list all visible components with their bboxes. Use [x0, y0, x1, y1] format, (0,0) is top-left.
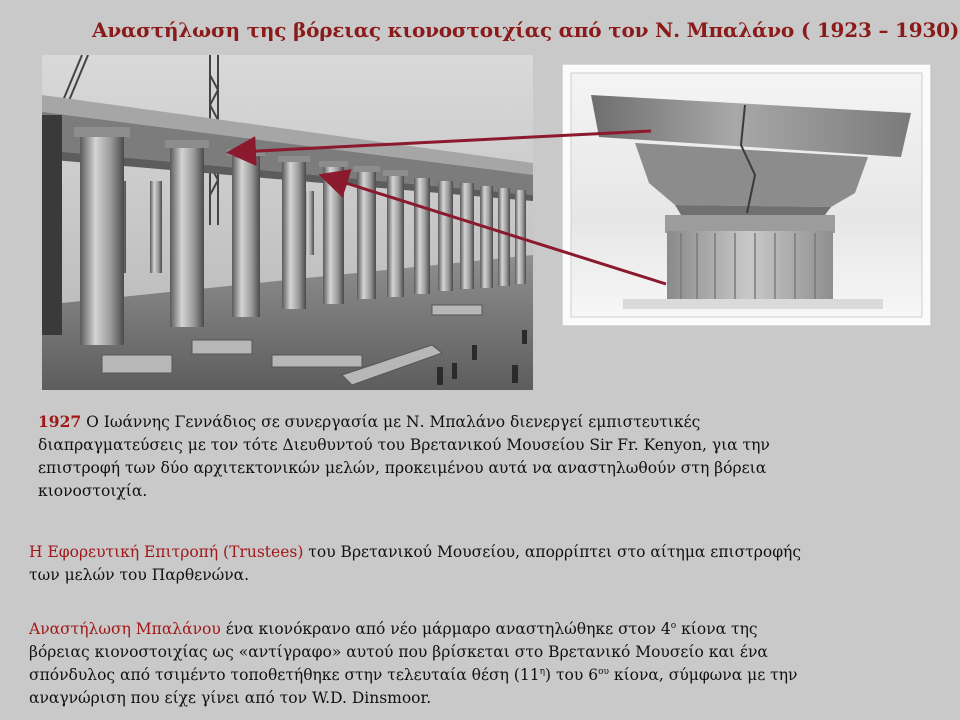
- paragraph-text: του Βρετανικού Μουσείου, απορρίπτει στο αίτημα επιστροφής: [303, 543, 802, 561]
- paragraph-line: αναγνώριση που είχε γίνει από τον W.D. Dinsmoor.: [29, 689, 432, 707]
- capital-photo-drawing: [563, 65, 930, 325]
- paragraph-1927: [38, 410, 918, 503]
- paragraph-text: ) του 6: [544, 666, 599, 684]
- paragraph-text: κίονα της: [676, 620, 758, 638]
- year-label: 1927: [38, 412, 82, 431]
- restoration-highlight: Αναστήλωση Μπαλάνου: [29, 620, 221, 638]
- paragraph-line: [29, 541, 944, 564]
- paragraph-line: κιονοστοιχία.: [38, 482, 148, 500]
- paragraph-text: Ο Ιωάννης Γεννάδιος σε συνεργασία με Ν. Μπαλάνο διενεργεί εμπιστευτικές: [81, 413, 701, 431]
- ordinal-superscript: η: [539, 666, 545, 677]
- paragraph-trustees: [29, 541, 944, 587]
- column-capital-fragment-photo: [563, 65, 930, 325]
- trustees-highlight: Η Εφορευτική Επιτροπή (Trustees): [29, 543, 304, 561]
- paragraph-text: κίονα, σύμφωνα με την: [608, 666, 798, 684]
- paragraph-line: διαπραγματεύσεις με τον τότε Διευθυντού του Βρετανικού Μουσείου Sir Fr. Kenyon, για την: [38, 436, 770, 454]
- column-drum: [667, 231, 833, 299]
- paragraph-line: βόρειας κιονοστοιχίας ως «αντίγραφο» αυτού που βρίσκεται στο Βρετανικό Μουσείο και ένα: [29, 643, 768, 661]
- slide-title: Αναστήλωση της βόρειας κιονοστοιχίας από τον Ν. Μπαλάνο ( 1923 – 1930): [92, 18, 960, 42]
- paragraph-line: [29, 618, 944, 641]
- paragraph-line: επιστροφή των δύο αρχιτεκτονικών μελών, προκειμένου αυτά να αναστηλωθούν στη βόρεια: [38, 459, 767, 477]
- paragraph-line: των μελών του Παρθενώνα.: [29, 566, 250, 584]
- paragraph-line: [29, 664, 944, 687]
- parthenon-photo-drawing: [42, 55, 533, 390]
- ordinal-superscript: ο: [670, 620, 677, 631]
- paragraph-text: σπόνδυλος από τσιμέντο τοποθετήθηκε στην τελευταία θέση (11: [29, 666, 540, 684]
- paragraph-line: [38, 410, 918, 434]
- ordinal-superscript: ου: [598, 666, 609, 677]
- paragraph-balanos-restoration: [29, 618, 944, 710]
- paragraph-text: ένα κιονόκρανο από νέο μάρμαρο αναστηλώθηκε στον 4: [220, 620, 671, 638]
- parthenon-north-colonnade-photo: [42, 55, 533, 390]
